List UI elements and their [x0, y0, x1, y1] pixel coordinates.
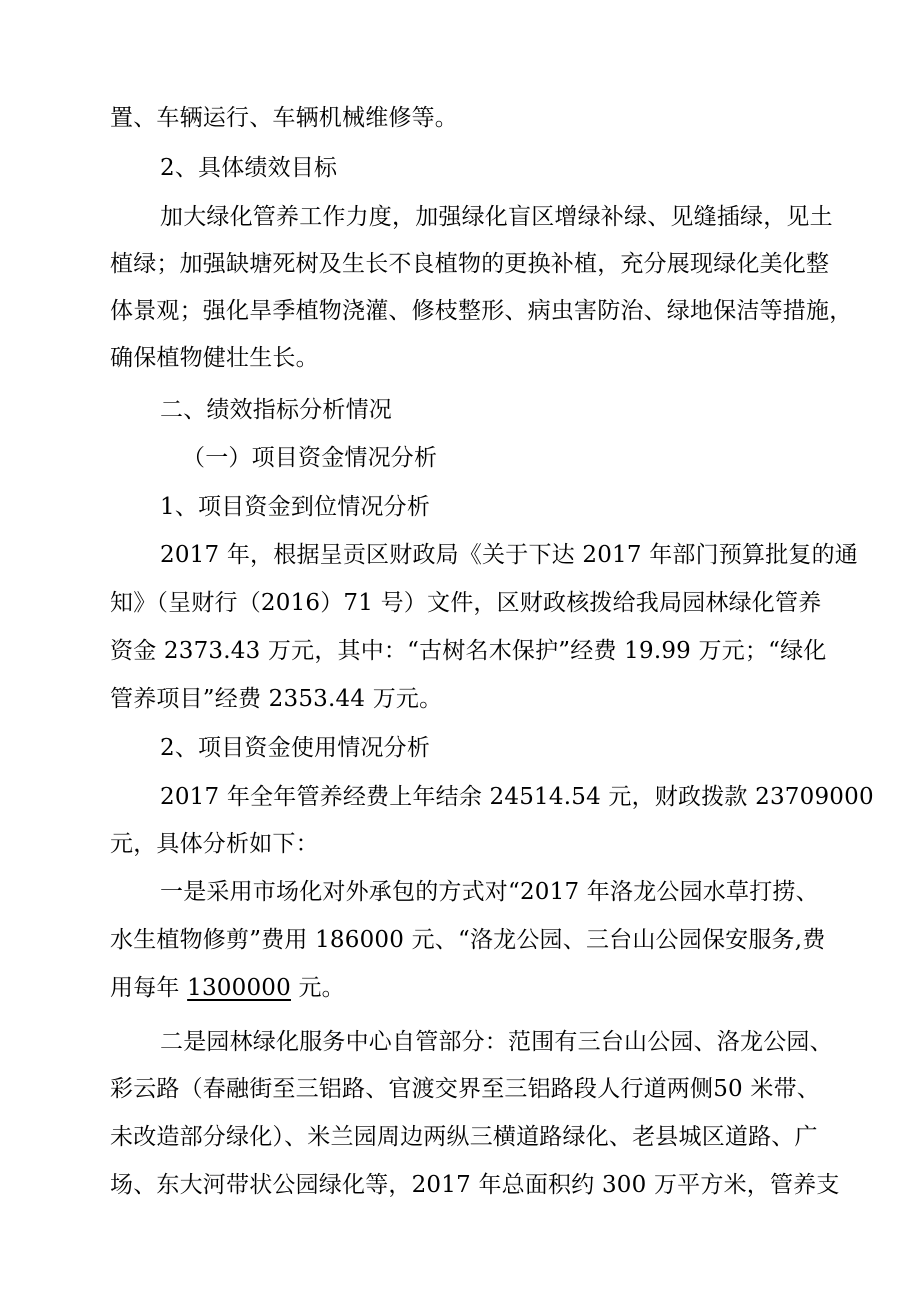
- paragraph-line: 2017 年全年管养经费上年结余 24514.54 元，财政拨款 23709000: [160, 784, 874, 810]
- paragraph-line: 彩云路（春融街至三铝路、官渡交界至三铝路段人行道两侧50 米带、: [110, 1076, 820, 1102]
- paragraph-line: 加大绿化管养工作力度，加强绿化盲区增绿补绿、见缝插绿，见土: [160, 204, 833, 230]
- paragraph-line: 植绿；加强缺塘死树及生长不良植物的更换补植，充分展现绿化美化整: [110, 251, 830, 277]
- underlined-amount: 1300000: [187, 975, 291, 1001]
- paragraph-line: 场、东大河带状公园绿化等，2017 年总面积约 300 万平方米，管养支: [110, 1172, 840, 1198]
- paragraph-line: 二是园林绿化服务中心自管部分：范围有三台山公园、洛龙公园、: [160, 1029, 833, 1055]
- paragraph-line: 确保植物健壮生长。: [110, 345, 319, 371]
- paragraph-line: 资金 2373.43 万元，其中：“古树名木保护”经费 19.99 万元；“绿化: [110, 638, 827, 664]
- line-text: 用每年: [110, 975, 188, 1001]
- paragraph-line: 一是采用市场化对外承包的方式对“2017 年洛龙公园水草打捞、: [160, 879, 819, 905]
- paragraph-line: 体景观；强化旱季植物浇灌、修枝整形、病虫害防治、绿地保洁等措施，: [110, 298, 853, 324]
- section-heading: 2、项目资金使用情况分析: [160, 735, 431, 761]
- section-heading: 1、项目资金到位情况分析: [160, 494, 431, 520]
- paragraph-line: 管养项目”经费 2353.44 万元。: [110, 686, 443, 712]
- paragraph-line: 未改造部分绿化）、米兰园周边两纵三横道路绿化、老县城区道路、广: [110, 1124, 818, 1150]
- paragraph-line: 元，具体分析如下：: [110, 831, 319, 857]
- paragraph-line: 置、车辆运行、车辆机械维修等。: [110, 105, 458, 131]
- paragraph-line: 知》（呈财行（2016）71 号）文件，区财政核拨给我局园林绿化管养: [110, 590, 822, 616]
- section-heading: （一）项目资金情况分析: [182, 445, 438, 471]
- paragraph-line: 水生植物修剪”费用 186000 元、“洛龙公园、三台山公园保安服务,费: [110, 927, 826, 953]
- section-heading: 2、具体绩效目标: [160, 155, 338, 181]
- line-text: 元。: [290, 975, 345, 1001]
- section-heading: 二、绩效指标分析情况: [160, 397, 392, 423]
- paragraph-line: 2017 年，根据呈贡区财政局《关于下达 2017 年部门预算批复的通: [160, 542, 858, 568]
- paragraph-line: [110, 973, 345, 1003]
